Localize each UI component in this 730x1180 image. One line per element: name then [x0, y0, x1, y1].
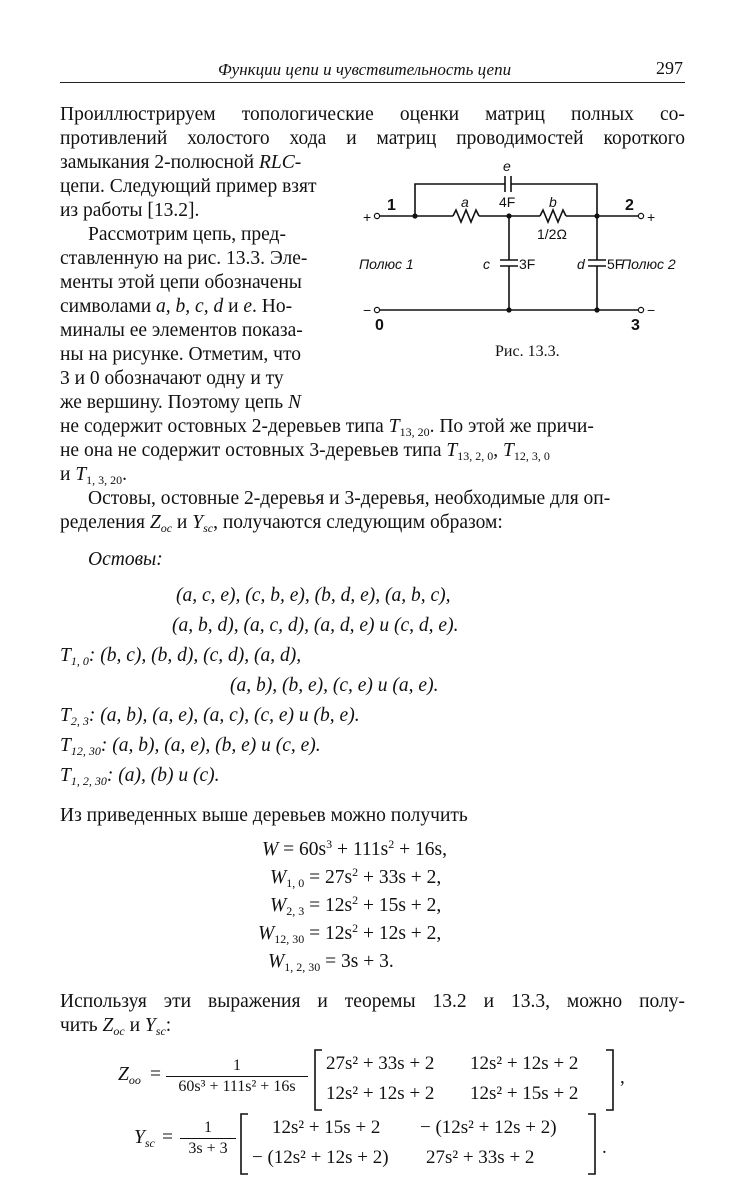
- t1230b-row: $T_{1, 2, 30}$: (a), (b) и (c).: [60, 765, 220, 788]
- junction-node-1: [412, 213, 417, 218]
- terminal-2: [638, 213, 643, 218]
- resistor-a: [453, 210, 479, 222]
- y-m22: 27s² + 33s + 2: [426, 1147, 535, 1168]
- eq-w23: $W_{2, 3} = 12s^2 + 15s + 2$,: [270, 893, 442, 918]
- eq-w12: $W_{1, 2, 30} = 3s + 3$.: [268, 951, 394, 974]
- intro-line-4: цепи. Следующий пример взят: [60, 176, 317, 197]
- y-equals: =: [162, 1127, 173, 1148]
- element-b-value: 1/2Ω: [537, 226, 567, 242]
- junction-middle: [506, 213, 511, 218]
- node-label-3: 3: [631, 317, 640, 334]
- element-c-value: 3F: [519, 256, 536, 272]
- para2-line-7: 3 и 0 обозначают одну и ту: [60, 368, 284, 389]
- element-d-label: d: [577, 256, 585, 272]
- element-a-label: a: [461, 194, 469, 210]
- z-m11: 27s² + 33s + 2: [326, 1053, 435, 1074]
- t1230-row: $T_{12, 30}$: (a, b), (a, e), (b, e) и (c, e).: [60, 735, 321, 758]
- para2-line-11: и $T_{1, 3, 20}$.: [60, 464, 128, 487]
- intro-line-2: противлений холостого хода и матриц проводимостей короткого: [60, 128, 685, 149]
- y-right-bracket: [584, 1112, 598, 1176]
- para2-line-5: миналы ее элементов показа-: [60, 320, 303, 341]
- z-right-bracket: [602, 1048, 616, 1112]
- eq-w: $W = 60s^3 + 111s^2 + 16s$,: [262, 837, 447, 860]
- terminal-3: [638, 307, 643, 312]
- para2-line-9: не содержит остовных 2-деревьев типа $T_{13, 20}$. По этой же причи-: [60, 416, 594, 439]
- terminal-0: [374, 307, 379, 312]
- y-fraction-denominator: 3s + 3: [180, 1138, 236, 1159]
- plus-left-sign: +: [363, 209, 372, 225]
- final-line-2: чить $Z_{oc}$ и $Y_{sc}$:: [60, 1015, 172, 1038]
- z-equals: =: [150, 1064, 161, 1085]
- para2-line-10: не она не содержит остовных 3-деревьев типа $T_{13, 2, 0}$, $T_{12, 3, 0}$: [60, 440, 550, 463]
- para2-line-2: ставленную на рис. 13.3. Эле-: [60, 248, 308, 269]
- z-left-bracket: [312, 1048, 326, 1112]
- port-2-label: Полюс 2: [621, 256, 676, 272]
- terminal-1: [374, 213, 379, 218]
- z-end-comma: ,: [620, 1067, 625, 1088]
- z-m21: 12s² + 12s + 2: [326, 1083, 435, 1104]
- y-m11: 12s² + 15s + 2: [272, 1117, 381, 1138]
- element-d-value: 5F: [607, 256, 624, 272]
- derive-intro: Из приведенных выше деревьев можно получить: [60, 805, 468, 826]
- minus-right-sign: −: [647, 302, 656, 318]
- element-e-label: e: [503, 158, 511, 174]
- para3-line-1: Остовы, остовные 2-деревья и 3-деревья, необходимые для оп-: [88, 488, 611, 509]
- para2-line-6: ны на рисунке. Отметим, что: [60, 344, 302, 365]
- para2-line-1: Рассмотрим цепь, пред-: [88, 224, 286, 245]
- element-c-label: c: [483, 256, 490, 272]
- trees-heading: Остовы:: [88, 549, 163, 570]
- final-line-1: Используя эти выражения и теоремы 13.2 и 13.3, можно полу-: [60, 991, 685, 1012]
- running-header-title: Функции цепи и чувствительность цепи: [218, 60, 512, 79]
- port-1-label: Полюс 1: [359, 256, 414, 272]
- y-m21: − (12s² + 12s + 2): [252, 1147, 389, 1168]
- circuit-figure: [357, 158, 687, 367]
- y-lhs: $Y_{sc}$: [134, 1127, 155, 1150]
- junction-node-2: [594, 213, 599, 218]
- page-number: 297: [656, 58, 683, 78]
- intro-line-1: Проиллюстрируем топологические оценки матриц полных со-: [60, 104, 685, 125]
- trees-row-2: (a, b, d), (a, c, d), (a, d, e) и (c, d, e).: [172, 615, 459, 636]
- junction-bottom-c: [506, 307, 511, 312]
- node-label-2: 2: [625, 197, 634, 214]
- y-fraction: [180, 1118, 236, 1159]
- para3-line-2: ределения $Z_{oc}$ и $Y_{sc}$, получаются следующим образом:: [60, 512, 503, 535]
- z-fraction: [166, 1056, 308, 1097]
- eq-w1230: $W_{12, 30} = 12s^2 + 12s + 2$,: [258, 921, 442, 946]
- resistor-b: [540, 210, 566, 222]
- wire-e-left: [415, 184, 505, 216]
- para2-line-4: символами a, b, c, d и e. Но-: [60, 296, 293, 317]
- plus-right-sign: +: [647, 209, 656, 225]
- z-m12: 12s² + 12s + 2: [470, 1053, 579, 1074]
- z-m22: 12s² + 15s + 2: [470, 1083, 579, 1104]
- y-left-bracket: [238, 1112, 252, 1176]
- junction-bottom-d: [594, 307, 599, 312]
- element-b-label: b: [549, 194, 557, 210]
- element-e-value: 4F: [499, 194, 516, 210]
- y-end-period: .: [602, 1137, 607, 1158]
- para2-line-3: менты этой цепи обозначены: [60, 272, 302, 293]
- z-lhs: $Z_{oo}$: [118, 1064, 141, 1087]
- node-label-1: 1: [387, 197, 396, 214]
- eq-w10: $W_{1, 0} = 27s^2 + 33s + 2$,: [270, 865, 442, 890]
- t10-row-2: (a, b), (b, e), (c, e) и (a, e).: [230, 675, 439, 696]
- minus-left-sign: −: [363, 302, 372, 318]
- trees-row-1: (a, c, e), (c, b, e), (b, d, e), (a, b, c),: [176, 585, 451, 606]
- z-fraction-numerator: 1: [233, 1057, 241, 1074]
- para2-line-8: же вершину. Поэтому цепь N: [60, 392, 302, 413]
- z-fraction-denominator: 60s³ + 111s² + 16s: [166, 1076, 308, 1097]
- header-rule: [60, 82, 685, 83]
- t10-row-1: $T_{1, 0}$: (b, c), (b, d), (c, d), (a, d),: [60, 645, 302, 668]
- intro-line-3: замыкания 2-полюсной RLC-: [60, 152, 302, 173]
- y-fraction-numerator: 1: [204, 1119, 212, 1136]
- t23-row: $T_{2, 3}$: (a, b), (a, e), (a, c), (c, e) и (b, e).: [60, 705, 360, 728]
- node-label-0: 0: [375, 317, 384, 334]
- figure-caption: Рис. 13.3.: [495, 343, 560, 360]
- intro-line-5: из работы [13.2].: [60, 200, 200, 221]
- y-m12: − (12s² + 12s + 2): [420, 1117, 557, 1138]
